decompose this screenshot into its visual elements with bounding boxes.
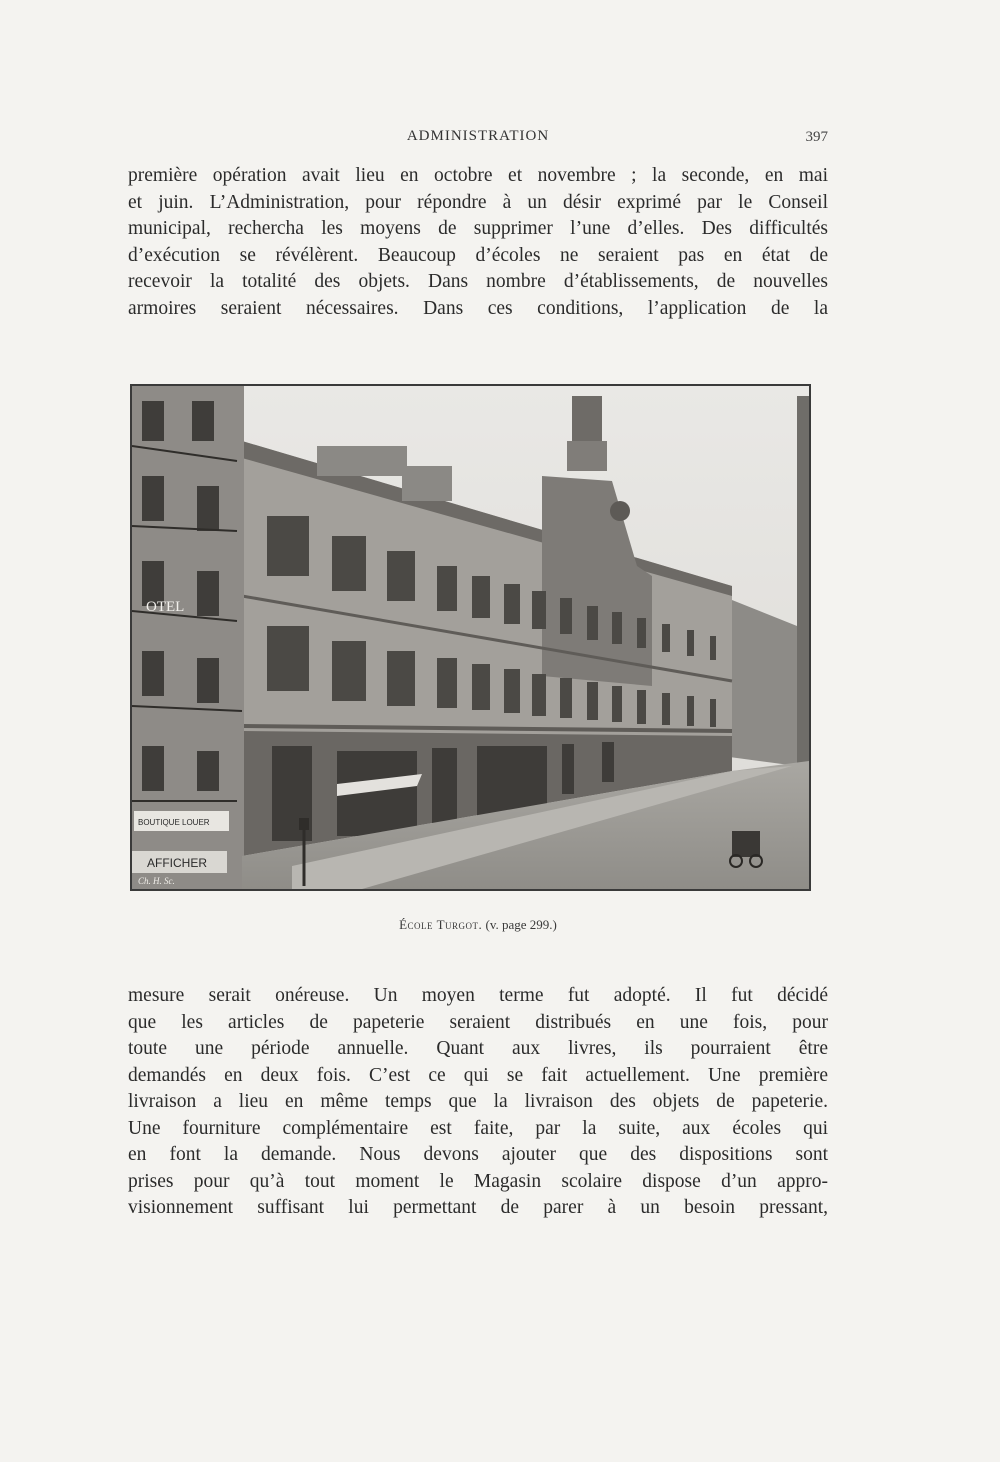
text-line: prises pour qu’à tout moment le Magasin scolaire dispose d’un appro- xyxy=(128,1170,828,1192)
text-line: municipal, rechercha les moyens de supprimer l’une d’elles. Des difficultés xyxy=(128,218,828,239)
photograph-ecole-turgot xyxy=(130,384,811,891)
body-paragraph-bottom xyxy=(128,983,828,1222)
affiche-sign: AFFICHER xyxy=(147,856,207,870)
caption-name: École Turgot. xyxy=(399,917,483,932)
text-line: visionnement suffisant lui permettant de parer à un besoin pressant, xyxy=(128,1197,828,1218)
text-line: armoires seraient nécessaires. Dans ces conditions, l’application de la xyxy=(128,297,828,319)
running-head xyxy=(128,128,828,152)
page-number: 397 xyxy=(805,129,828,145)
text-line: toute une période annuelle. Quant aux livres, ils pourraient être xyxy=(128,1038,828,1059)
boutique-sign: BOUTIQUE LOUER xyxy=(138,818,210,827)
text-line: demandés en deux fois. C’est ce qui se fait actuellement. Une première xyxy=(128,1064,828,1086)
text-line: Une fourniture complémentaire est faite, par la suite, aux écoles qui xyxy=(128,1117,828,1139)
building-illustration xyxy=(132,386,809,889)
text-line: livraison a lieu en même temps que la livraison des objets de papeterie. xyxy=(128,1091,828,1112)
text-line: en font la demande. Nous devons ajouter que des dispositions sont xyxy=(128,1144,828,1165)
text-line: que les articles de papeterie seraient distribués en une fois, pour xyxy=(128,1011,828,1033)
engraver-signature: Ch. H. Sc. xyxy=(138,876,175,886)
caption-reference: (v. page 299.) xyxy=(485,917,557,932)
figure-caption xyxy=(128,917,828,933)
body-paragraph-top xyxy=(128,163,828,322)
text-line: recevoir la totalité des objets. Dans nombre d’établissements, de nouvelles xyxy=(128,271,828,292)
text-line: première opération avait lieu en octobre et novembre ; la seconde, en mai xyxy=(128,165,828,186)
hotel-sign: OTEL xyxy=(146,599,185,615)
text-line: d’exécution se révélèrent. Beaucoup d’écoles ne seraient pas en état de xyxy=(128,244,828,266)
text-line: mesure serait onéreuse. Un moyen terme fut adopté. Il fut décidé xyxy=(128,985,828,1006)
text-line: et juin. L’Administration, pour répondre à un désir exprimé par le Conseil xyxy=(128,191,828,213)
running-title: ADMINISTRATION xyxy=(406,128,550,144)
